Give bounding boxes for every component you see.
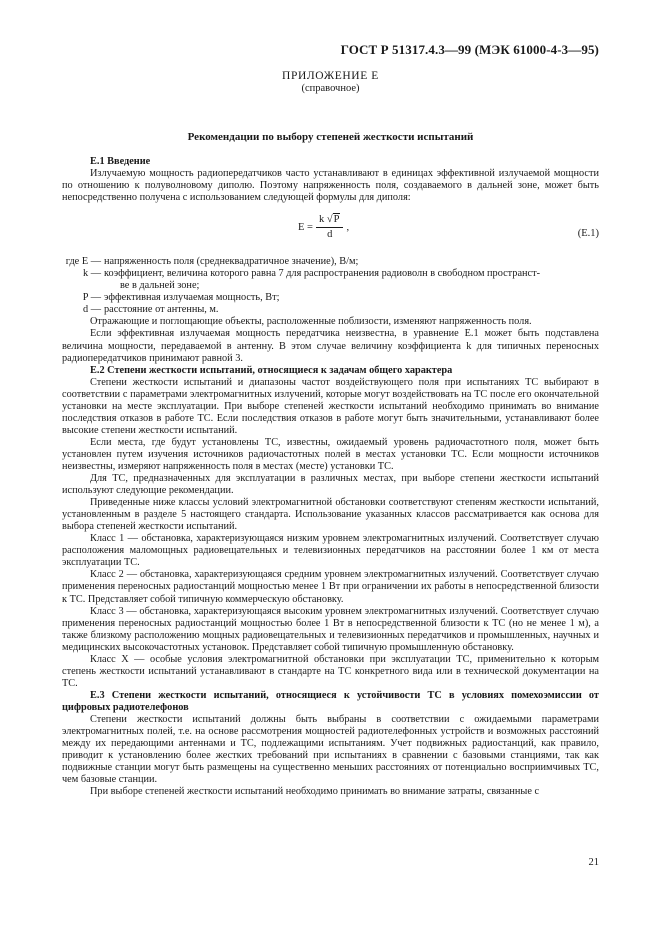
- paragraph: Излучаемую мощность радиопередатчиков часто устанавливают в единицах эффективной излучаемой мощности по отношению к полуволновому диполю. Поэтому напряженность поля, создаваемого в дальней зоне, может быть непосредственно получена с использованием следующей формулы для диполя:: [62, 168, 599, 204]
- standard-header: ГОСТ Р 51317.4.3—99 (МЭК 61000-4-3—95): [340, 42, 599, 57]
- document-body: [62, 156, 599, 798]
- paragraph: Класс 2 — обстановка, характеризующаяся средним уровнем электромагнитных излучений. Соответствует случаю применения переносных радиостанций мощностью менее 1 Вт при ограничении их работы в непосредственной близости к ТС. Представляет собой типичную коммерческую обстановку.: [62, 569, 599, 605]
- formula-numerator: k √P: [316, 214, 343, 228]
- formula-e1: [62, 208, 599, 252]
- appendix-title: ПРИЛОЖЕНИЕ Е: [282, 70, 379, 82]
- section-heading-e1: Е.1 Введение: [90, 156, 151, 167]
- definition-item: k — коэффициент, величина которого равна 7 для распространения радиоволн в свободном пространст- ве в дальней зоне;: [82, 268, 541, 292]
- sqrt-sign-icon: √: [326, 214, 333, 226]
- formula-definitions: [62, 256, 599, 316]
- definition-item: P — эффективная излучаемая мощность, Вт;: [82, 292, 280, 304]
- page-number: 21: [588, 857, 599, 868]
- definition-item: где E — напряженность поля (среднеквадратичное значение), В/м;: [65, 256, 359, 268]
- appendix-subtitle: (справочное): [301, 83, 360, 94]
- formula-lhs: E =: [298, 221, 313, 233]
- formula-denominator: d: [327, 229, 333, 241]
- definition-item: d — расстояние от антенны, м.: [82, 304, 219, 316]
- paragraph: Класс 3 — обстановка, характеризующаяся высоким уровнем электромагнитных излучений. Соответствует случаю применения переносных радиостанций мощностью более 1 Вт в непосредственной близости к ТС (но не менее 1 м), а также близкому расположению мощных радиовещательных и телевизионных передатчиков и промышленных, научных и медицинских высокочастотных установок. Представляет собой типичную промышленную обстановку.: [62, 605, 599, 653]
- document-title: Рекомендации по выбору степеней жесткости испытаний: [187, 131, 474, 143]
- paragraph: Если места, где будут установлены ТС, известны, ожидаемый уровень радиочастотного поля, может быть установлен путем изучения источников радиочастотных полей в местах установки ТС. Если мощности источников неизвестны, измеряют напряженность поля в местах (месте) установки ТС.: [62, 436, 599, 472]
- formula-comma: ,: [346, 221, 350, 233]
- paragraph: Класс 1 — обстановка, характеризующаяся низким уровнем электромагнитных излучений. Соответствует случаю расположения маломощных радиовещательных и телевизионных передатчиков на расстоянии более 1 км от места эксплуатации ТС.: [62, 533, 599, 569]
- paragraph: Если эффективная излучаемая мощность передатчика неизвестна, в уравнение Е.1 может быть подставлена величина мощности, передаваемой в антенну. В этом случае величину коэффициента k для типичных переносных радиопередатчиков принимают равной 3.: [62, 328, 599, 364]
- paragraph: Для ТС, предназначенных для эксплуатации в различных местах, при выборе степени жесткости испытаний используют следующие рекомендации.: [62, 473, 599, 497]
- formula-fraction: [316, 214, 343, 241]
- formula-expression: [298, 214, 349, 241]
- paragraph: При выборе степеней жесткости испытаний необходимо принимать во внимание затраты, связанные с: [90, 786, 540, 798]
- equation-number: (Е.1): [577, 228, 599, 240]
- paragraph: Приведенные ниже классы условий электромагнитной обстановки соответствуют степеням жесткости испытаний, установленным в разделе 5 настоящего стандарта. Использование указанных классов рассматривается как основа для выбора степеней жесткости испытаний.: [62, 497, 599, 533]
- paragraph: Степени жесткости испытаний и диапазоны частот воздействующего поля при испытаниях ТС выбирают в соответствии с параметрами электромагнитных излучений, которые могут воздействовать на ТС после его окончательной установки на месте эксплуатации. При выборе степеней жесткости испытаний необходимо принимать во внимание последствия отказов в работе ТС. Если последствия отказов в работе могут быть значительными, устанавливают более высокие степени жесткости испытаний.: [62, 376, 599, 436]
- paragraph: Степени жесткости испытаний должны быть выбраны в соответствии с ожидаемыми параметрами электромагнитных полей, т.е. на основе рассмотрения мощностей радиотелефонных устройств и возможных расстояний между их передающими антеннами и ТС, подлежащими испытаниям. Учет подвижных радиостанций, как правило, приводит к установлению более жестких требований при испытаниях в сравнении с базовыми станциями, так как подвижные станции могут быть размещены на существенно меньших расстояниях от потенциально восприимчивых ТС, чем базовые станции.: [62, 713, 599, 786]
- section-heading-e3: Е.3 Степени жесткости испытаний, относящиеся к устойчивости ТС в условиях помехоэмиссии от цифровых радиотелефонов: [62, 689, 599, 713]
- section-heading-e2: Е.2 Степени жесткости испытаний, относящиеся к задачам общего характера: [90, 364, 453, 376]
- paragraph: Класс Х — особые условия электромагнитной обстановки при эксплуатации ТС, применительно к которым степень жесткости испытаний устанавливают в стандарте на ТС конкретного вида или в технической документации на ТС.: [62, 653, 599, 689]
- paragraph: Отражающие и поглощающие объекты, расположенные поблизости, изменяют напряженность поля.: [90, 316, 532, 328]
